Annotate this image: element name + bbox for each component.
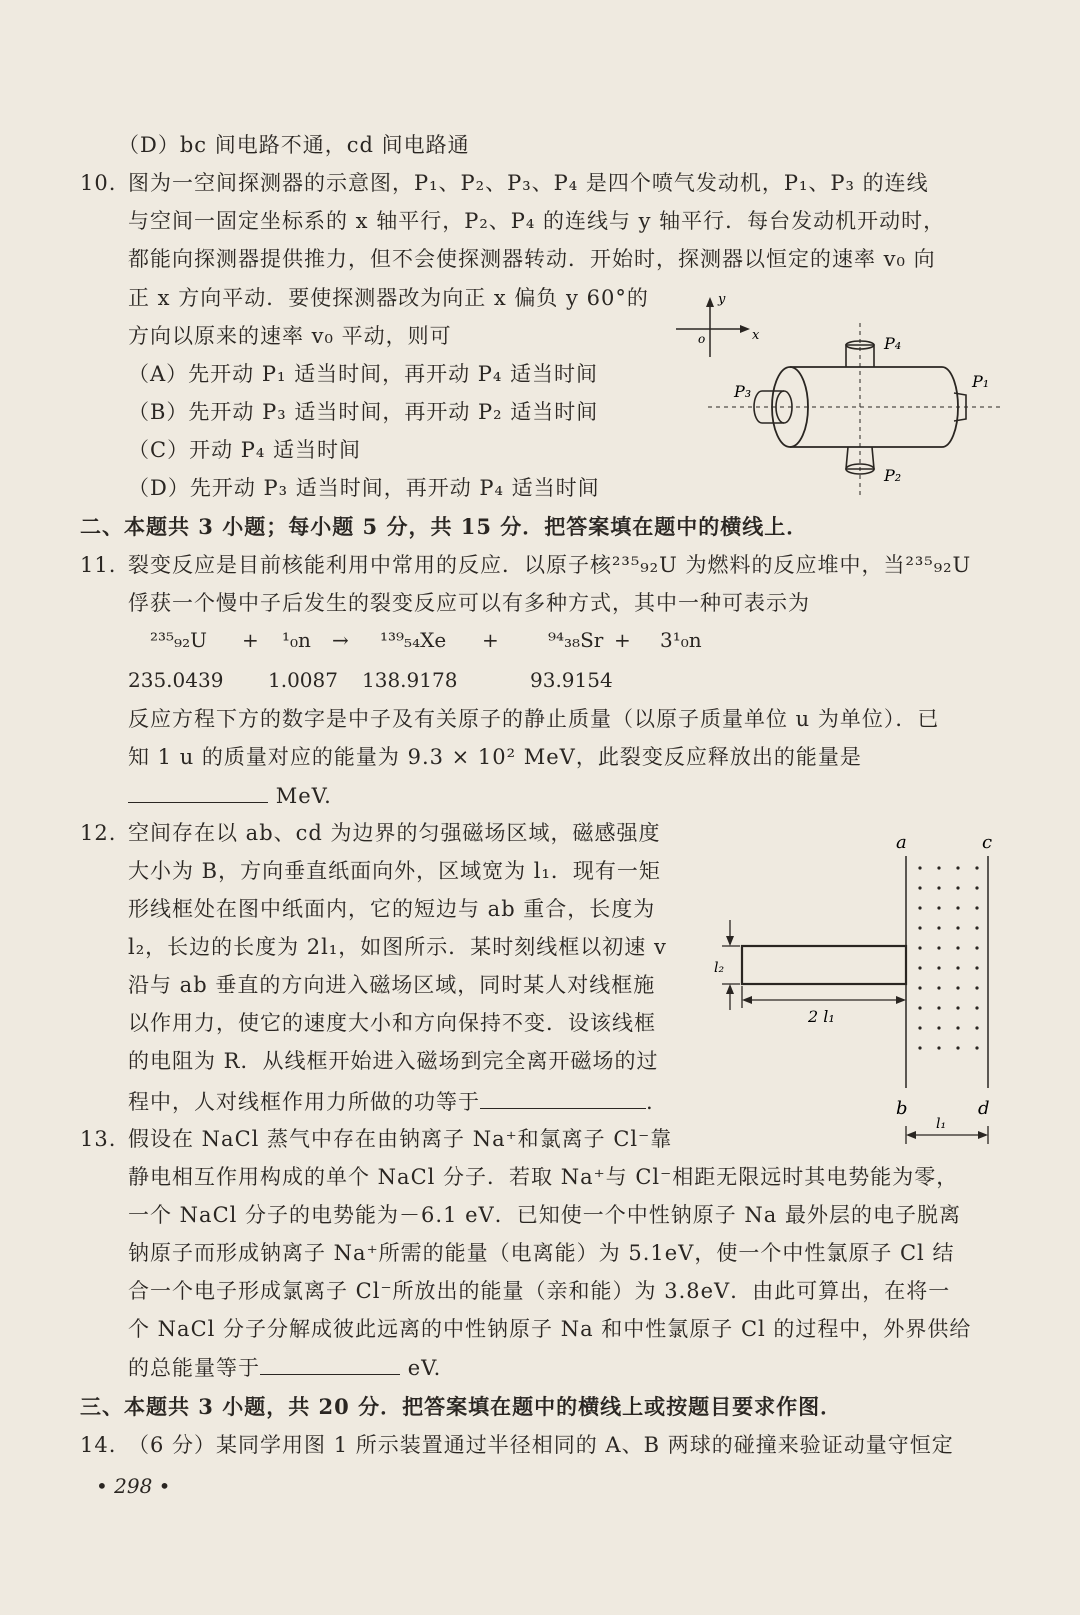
field-dot (937, 1006, 940, 1009)
mass-strontium: 93.9154 (530, 668, 613, 692)
field-dot (918, 906, 921, 909)
field-dot (975, 1046, 978, 1049)
q12-line-5: 沿与 ab 垂直的方向进入磁场区域，同时某人对线框施 (128, 973, 656, 997)
q10-line-4: 正 x 方向平动．要使探测器改为向正 x 偏负 y 60°的 (128, 286, 649, 310)
field-dot (937, 906, 940, 909)
field-dot (937, 866, 940, 869)
eq-neutron: ¹₀n (282, 628, 311, 652)
p4-label: P₄ (884, 334, 902, 353)
q14-line-1: （6 分）某同学用图 1 所示装置通过半径相同的 A、B 两球的碰撞来验证动量守恒定 (128, 1433, 954, 1457)
q10-option-d: （D）先开动 P₃ 适当时间，再开动 P₄ 适当时间 (128, 476, 600, 500)
q12-line-8 (128, 1086, 654, 1117)
field-dot (918, 886, 921, 889)
q10-option-a: （A）先开动 P₁ 适当时间，再开动 P₄ 适当时间 (128, 362, 598, 386)
label-l2: l₂ (714, 960, 725, 976)
q10-option-b: （B）先开动 P₃ 适当时间，再开动 P₂ 适当时间 (128, 400, 599, 424)
section3-header: 三、本题共 3 小题，共 20 分．把答案填在题中的横线上或按题目要求作图． (80, 1394, 843, 1419)
q12-line-6: 以作用力，使它的速度大小和方向保持不变．设该线框 (128, 1011, 656, 1035)
field-dot (956, 1026, 959, 1029)
p3-label: P₃ (734, 382, 752, 401)
label-b: b (896, 1098, 908, 1119)
q12-end: . (646, 1090, 654, 1114)
q11-answer-line (128, 780, 332, 811)
axis-x-label: x (752, 328, 760, 343)
q10-line-1: 图为一空间探测器的示意图，P₁、P₂、P₃、P₄ 是四个喷气发动机，P₁、P₃ 的连线 (128, 171, 929, 195)
field-dot (918, 946, 921, 949)
axis-origin-label: o (698, 332, 706, 346)
field-dot (975, 966, 978, 969)
field-dot (975, 886, 978, 889)
eq-arrow: → (332, 628, 349, 652)
field-dot (975, 866, 978, 869)
label-a: a (896, 832, 907, 853)
field-dot (956, 1046, 959, 1049)
section2-header: 二、本题共 3 小题；每小题 5 分，共 15 分．把答案填在题中的横线上． (80, 514, 809, 539)
q10-number: 10. (80, 171, 117, 195)
q11-line-4: 知 1 u 的质量对应的能量为 9.3 × 10² MeV，此裂变反应释放出的能量是 (128, 745, 862, 769)
eq-plus-2: + (482, 628, 499, 652)
q14-number: 14. (80, 1433, 117, 1457)
axis-y-label: y (718, 292, 726, 307)
q13-unit: eV. (407, 1356, 442, 1380)
field-dot (918, 986, 921, 989)
q13-line-2: 静电相互作用构成的单个 NaCl 分子．若取 Na⁺与 Cl⁻相距无限远时其电势能为零， (128, 1165, 959, 1189)
field-dot (918, 866, 921, 869)
mass-neutron: 1.0087 (268, 668, 338, 692)
q13-number: 13. (80, 1127, 117, 1151)
field-dot (975, 906, 978, 909)
field-dot (937, 986, 940, 989)
p1-label: P₁ (972, 372, 990, 391)
q9-option-d: （D）bc 间电路不通，cd 间电路通 (118, 133, 470, 157)
magnetic-field-figure (700, 820, 1030, 1160)
field-dot (956, 1006, 959, 1009)
q13-line-5: 合一个电子形成氯离子 Cl⁻所放出的能量（亲和能）为 3.8eV．由此可算出，在将一 (128, 1279, 951, 1303)
field-dot (918, 966, 921, 969)
field-dot (975, 1006, 978, 1009)
field-dot (937, 886, 940, 889)
field-dot (937, 1046, 940, 1049)
field-dot (956, 886, 959, 889)
field-dot (937, 1026, 940, 1029)
eq-xenon: ¹³⁹₅₄Xe (380, 628, 447, 652)
q12-number: 12. (80, 821, 117, 845)
field-dot (956, 966, 959, 969)
field-dot (918, 1046, 921, 1049)
q11-answer-blank[interactable] (128, 780, 268, 803)
page-number: • 298 • (96, 1474, 171, 1498)
eq-plus-1: + (242, 628, 259, 652)
q12-answer-blank[interactable] (480, 1086, 646, 1109)
label-c: c (982, 832, 993, 853)
q13-line-4: 钠原子而形成钠离子 Na⁺所需的能量（电离能）为 5.1eV，使一个中性氯原子 Cl 结 (128, 1241, 955, 1265)
eq-three-neutrons: 3¹₀n (660, 628, 702, 652)
field-dots (918, 866, 978, 1049)
field-dot (956, 866, 959, 869)
space-probe-figure (668, 285, 1018, 505)
q10-line-3: 都能向探测器提供推力，但不会使探测器转动．开始时，探测器以恒定的速率 v₀ 向 (128, 247, 936, 271)
q12-line-4: l₂，长边的长度为 2l₁，如图所示．某时刻线框以初速 v (128, 935, 667, 959)
field-dot (937, 946, 940, 949)
q11-line-3: 反应方程下方的数字是中子及有关原子的静止质量（以原子质量单位 u 为单位）．已 (128, 707, 940, 731)
field-dot (956, 926, 959, 929)
q12-line-2: 大小为 B，方向垂直纸面向外，区域宽为 l₁．现有一矩 (128, 859, 661, 883)
p2-label: P₂ (884, 466, 902, 485)
field-dot (956, 906, 959, 909)
q12-line-3: 形线框处在图中纸面内，它的短边与 ab 重合，长度为 (128, 897, 656, 921)
label-l1: l₁ (936, 1116, 947, 1132)
field-dot (918, 1026, 921, 1029)
q13-line-6: 个 NaCl 分子分解成彼此远离的中性钠原子 Na 和中性氯原子 Cl 的过程中，外界供给 (128, 1317, 972, 1341)
q10-line-5: 方向以原来的速率 v₀ 平动，则可 (128, 324, 452, 348)
field-dot (918, 1006, 921, 1009)
q13-answer-blank[interactable] (260, 1352, 400, 1375)
eq-uranium: ²³⁵₉₂U (150, 628, 207, 652)
label-2l1: 2 l₁ (808, 1007, 835, 1026)
eq-strontium: ⁹⁴₃₈Sr (548, 628, 604, 652)
q13-line-7 (128, 1352, 441, 1383)
q12-line-8-text: 程中，人对线框作用力所做的功等于 (128, 1090, 480, 1114)
q11-number: 11. (80, 553, 117, 577)
field-dot (975, 926, 978, 929)
q12-line-7: 的电阻为 R．从线框开始进入磁场到完全离开磁场的过 (128, 1049, 659, 1073)
q11-line-1: 裂变反应是目前核能利用中常用的反应．以原子核²³⁵₉₂U 为燃料的反应堆中，当²³⁵₉₂U (128, 553, 972, 577)
field-dot (937, 926, 940, 929)
q11-line-2: 俘获一个慢中子后发生的裂变反应可以有多种方式，其中一种可表示为 (128, 591, 810, 615)
label-d: d (978, 1098, 990, 1119)
field-dot (975, 986, 978, 989)
field-dot (956, 946, 959, 949)
mass-uranium: 235.0439 (128, 668, 224, 692)
field-dot (918, 926, 921, 929)
field-dot (975, 1026, 978, 1029)
mass-xenon: 138.9178 (362, 668, 458, 692)
field-dot (956, 986, 959, 989)
q13-line-3: 一个 NaCl 分子的电势能为－6.1 eV．已知使一个中性钠原子 Na 最外层的电子脱离 (128, 1203, 961, 1227)
field-dot (937, 966, 940, 969)
q12-line-1: 空间存在以 ab、cd 为边界的匀强磁场区域，磁感强度 (128, 821, 661, 845)
q11-unit: MeV. (275, 784, 332, 808)
field-dot (975, 946, 978, 949)
q13-line-7-text: 的总能量等于 (128, 1356, 260, 1380)
eq-plus-3: + (614, 628, 631, 652)
q10-line-2: 与空间一固定坐标系的 x 轴平行，P₂、P₄ 的连线与 y 轴平行．每台发动机开动时， (128, 209, 946, 233)
q10-option-c: （C）开动 P₄ 适当时间 (128, 438, 361, 462)
q13-line-1: 假设在 NaCl 蒸气中存在由钠离子 Na⁺和氯离子 Cl⁻靠 (128, 1127, 673, 1151)
